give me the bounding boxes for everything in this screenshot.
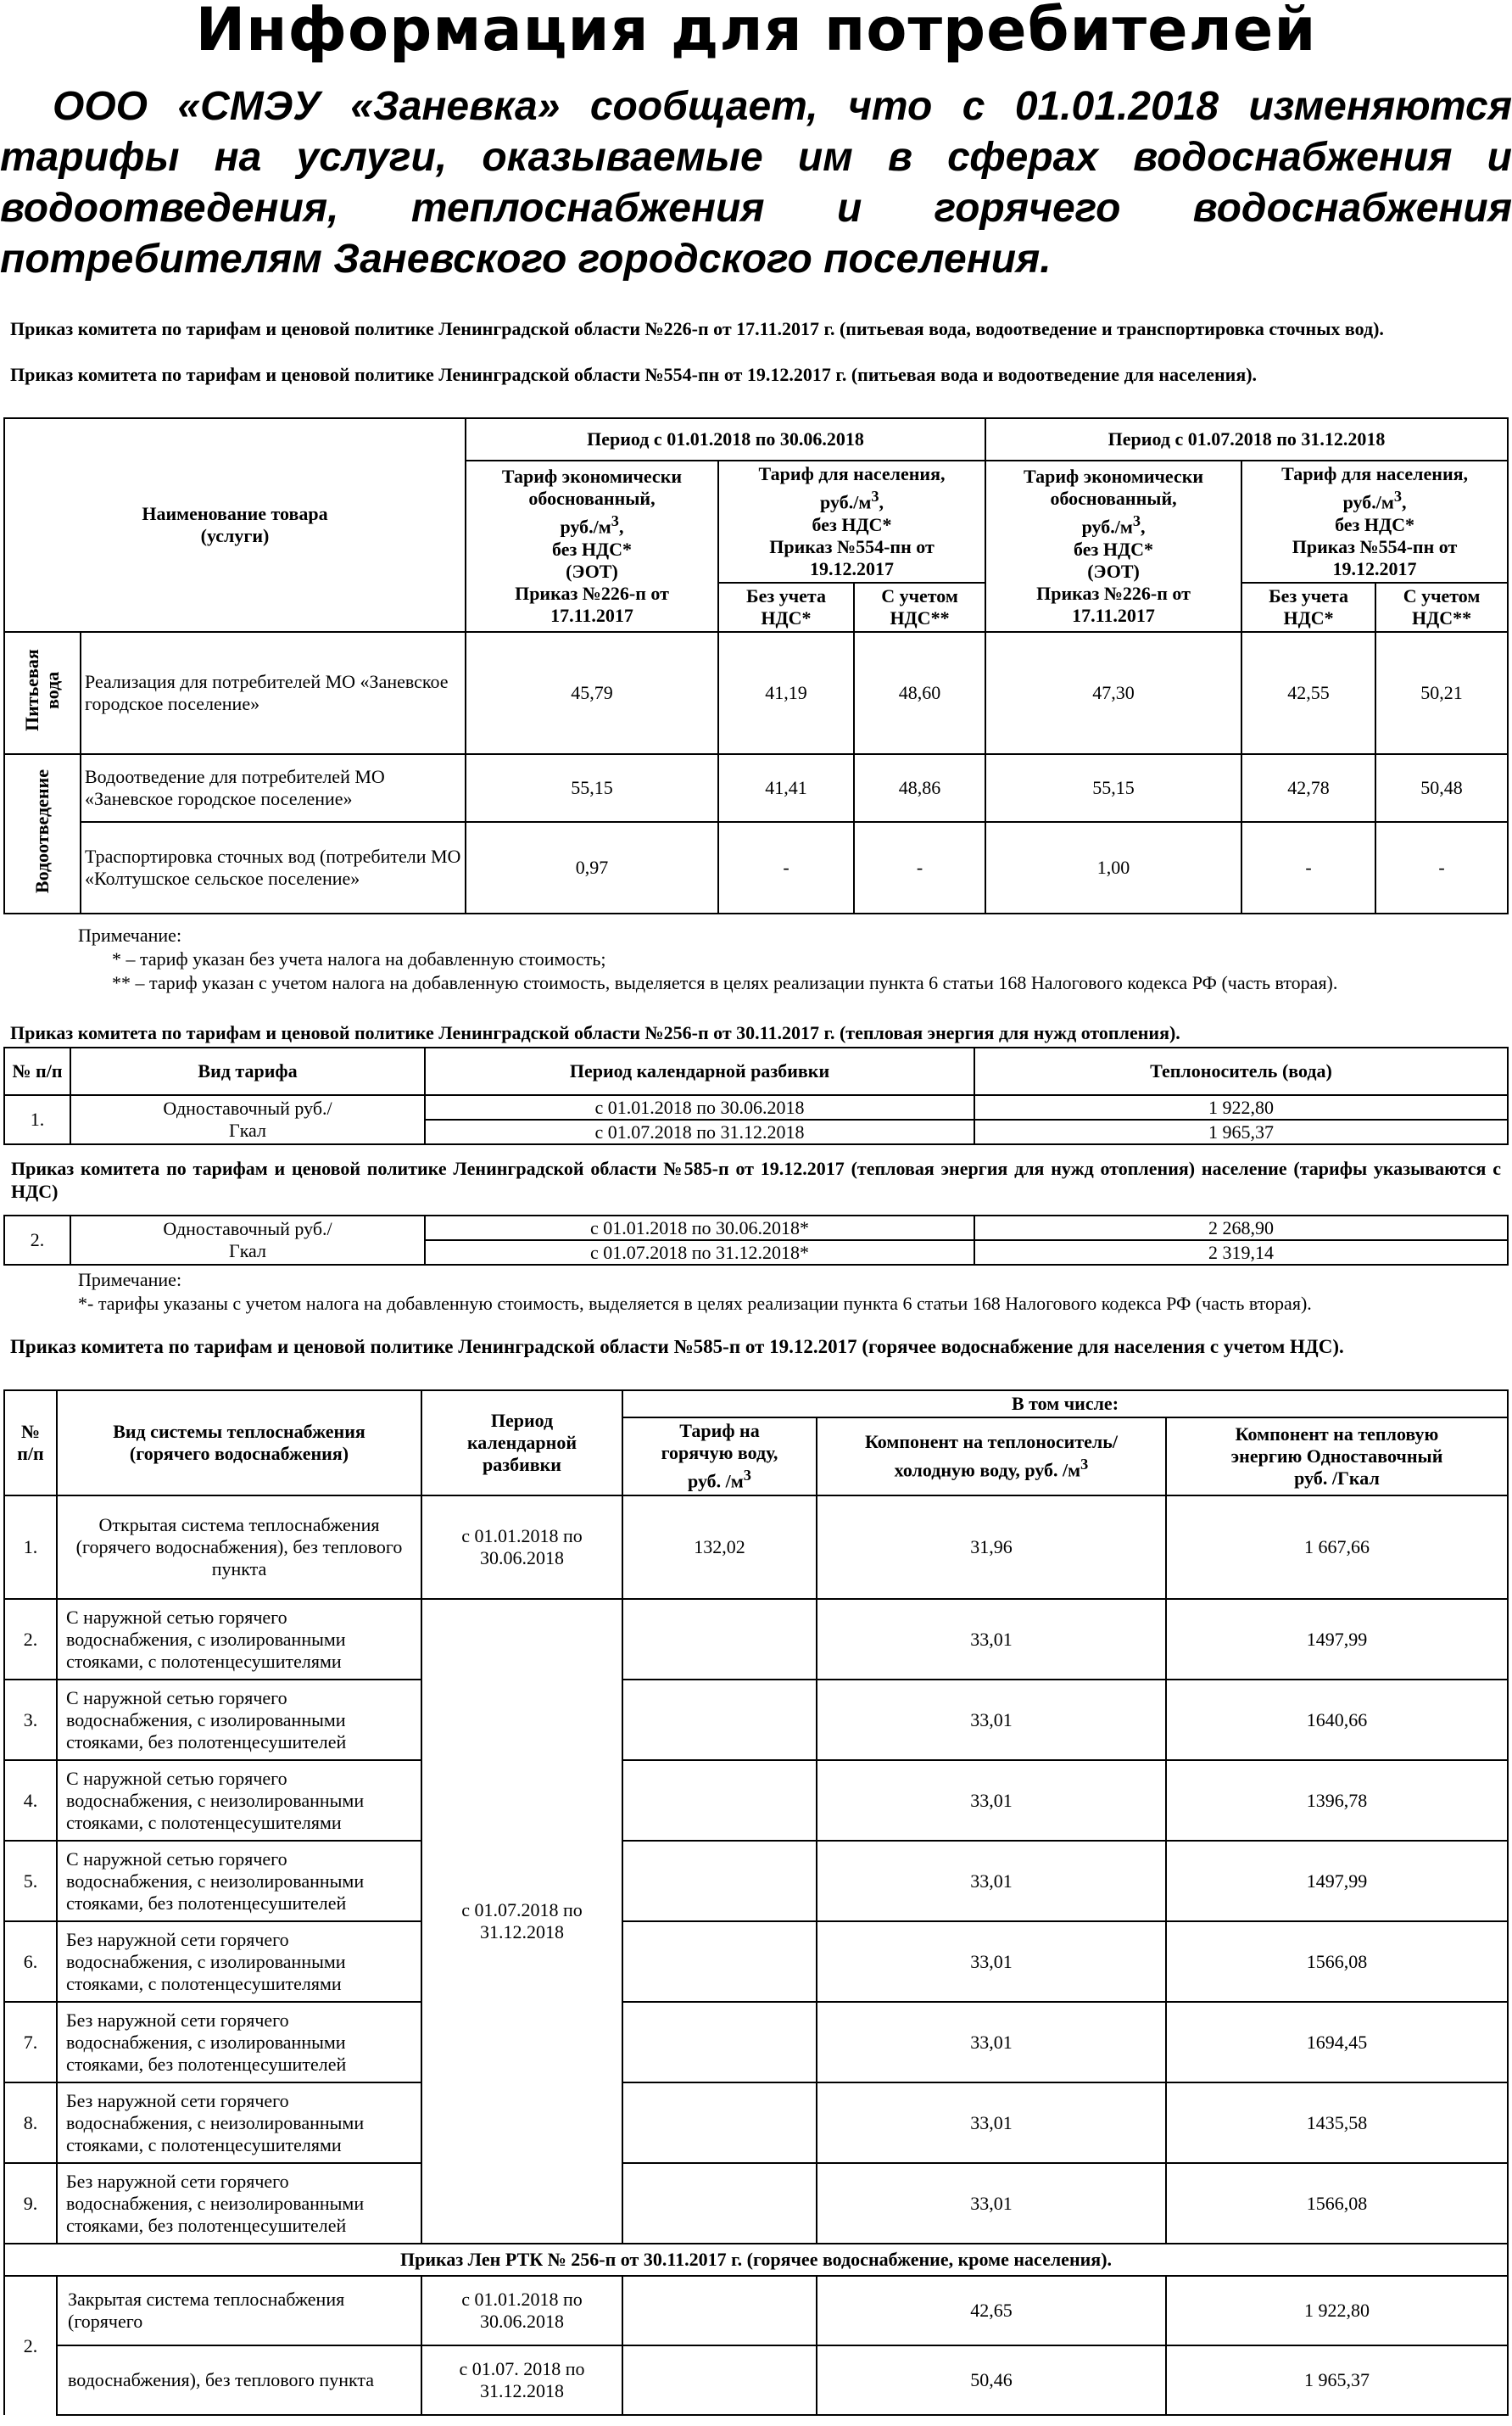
system-name: С наружной сетью горячего водоснабжения, с изолированными стояками, без полотенцесушителей — [57, 1680, 421, 1760]
system-name: Без наружной сети горячего водоснабжения, с неизолированными стояками, с полотенцесушителями — [57, 2082, 421, 2163]
tariff-cell — [622, 1599, 817, 1680]
service-name: Траспортировка сточных вод (потребители МО «Колтушское сельское поселение» — [81, 822, 466, 914]
period-cell: с 01.07.2018 по 31.12.2018* — [425, 1240, 974, 1265]
table-row — [4, 1095, 1508, 1120]
value-cell: 1396,78 — [1166, 1760, 1508, 1841]
heat-note-1: *- тарифы указаны с учетом налога на добавленную стоимость, выделяется в целях реализации пункта 6 статьи 168 Налогового кодекса РФ (часть вторая). — [78, 1293, 1312, 1314]
value-cell: 50,48 — [1375, 754, 1508, 822]
table-row — [4, 2345, 1508, 2415]
value-cell: 0,97 — [466, 822, 718, 914]
row-num: 2. — [4, 1216, 70, 1265]
row-num: 7. — [4, 2002, 57, 2082]
water-header-pop-2: Тариф для населения, $руб./м^3$, без НДС* Приказ №554-пн от 19.12.2017 — [1241, 461, 1508, 583]
value-cell: 33,01 — [817, 1760, 1166, 1841]
tariff-cell — [622, 2345, 817, 2415]
value-cell: 1566,08 — [1166, 2163, 1508, 2244]
hotwater-tariff-table — [3, 1389, 1509, 2416]
value-cell: 1497,99 — [1166, 1599, 1508, 1680]
group-label-wastewater: Водоотведение — [4, 754, 81, 914]
value-cell: 33,01 — [817, 1599, 1166, 1680]
water-header-pop-1: Тариф для населения, $руб./м^3$, без НДС* Приказ №554-пн от 19.12.2017 — [718, 461, 985, 583]
tariff-cell — [622, 1921, 817, 2002]
tariff-cell — [622, 1680, 817, 1760]
row-num: 4. — [4, 1760, 57, 1841]
value-cell: 33,01 — [817, 1680, 1166, 1760]
value-cell: 1435,58 — [1166, 2082, 1508, 2163]
table-row — [4, 754, 1508, 822]
water-note-1: * – тариф указан без учета налога на добавленную стоимость; — [112, 948, 606, 970]
water-order-2: Приказ комитета по тарифам и ценовой политике Ленинградской области №554-пн от 19.12.2017 г. (питьевая вода и водоотведение для населения). — [10, 364, 1258, 385]
value-cell: 1497,99 — [1166, 1841, 1508, 1921]
hw-header-system: Вид системы теплоснабжения (горячего водоснабжения) — [57, 1390, 421, 1495]
tariff-cell — [622, 2082, 817, 2163]
value-cell: 33,01 — [817, 1841, 1166, 1921]
heat-note-label: Примечание: — [78, 1269, 182, 1290]
water-header-with-vat-2: С учетом НДС** — [1375, 583, 1508, 632]
period-cell: с 01.07.2018 по 31.12.2018 — [425, 1120, 974, 1144]
row-num: 3. — [4, 1680, 57, 1760]
value-cell: 1 667,66 — [1166, 1495, 1508, 1599]
value-cell: 1566,08 — [1166, 1921, 1508, 2002]
system-name: С наружной сетью горячего водоснабжения, с изолированными стояками, с полотенцесушителями — [57, 1599, 421, 1680]
tariff-type: Одноставочный руб./ Гкал — [70, 1216, 425, 1265]
heat-order-1: Приказ комитета по тарифам и ценовой политике Ленинградской области №256-п от 30.11.2017 г. (тепловая энергия для нужд отопления). — [10, 1022, 1180, 1043]
system-name: Без наружной сети горячего водоснабжения, с изолированными стояками, без полотенцесушителей — [57, 2002, 421, 2082]
table-row — [4, 1921, 1508, 2002]
hw-header-including: В том числе: — [622, 1390, 1508, 1417]
water-header-eot-1: Тариф экономически обоснованный, $руб./м^3$, без НДС* (ЭОТ) Приказ №226-п от 17.11.2017 — [466, 461, 718, 632]
value-cell: 42,78 — [1241, 754, 1375, 822]
period-cell: с 01.01.2018 по 30.06.2018 — [425, 1095, 974, 1120]
system-name: Без наружной сети горячего водоснабжения, с неизолированными стояками, без полотенцесушителей — [57, 2163, 421, 2244]
value-cell: - — [1241, 822, 1375, 914]
value-cell: 1694,45 — [1166, 2002, 1508, 2082]
hotwater-order-2: Приказ Лен РТК № 256-п от 30.11.2017 г. (горячее водоснабжение, кроме населения). — [4, 2244, 1508, 2276]
table-row — [4, 1680, 1508, 1760]
value-cell: - — [718, 822, 854, 914]
page-title: Информация для потребителей — [195, 0, 1317, 64]
value-cell: 2 268,90 — [974, 1216, 1508, 1240]
water-tariff-table — [3, 417, 1509, 914]
water-header-with-vat-1: С учетом НДС** — [854, 583, 985, 632]
tariff-cell — [622, 1841, 817, 1921]
value-cell: 33,01 — [817, 2082, 1166, 2163]
row-num: 5. — [4, 1841, 57, 1921]
value-cell: 42,65 — [817, 2276, 1166, 2345]
water-header-eot-2: Тариф экономически обоснованный, $руб./м^3$, без НДС* (ЭОТ) Приказ №226-п от 17.11.2017 — [985, 461, 1241, 632]
value-cell: 1,00 — [985, 822, 1241, 914]
row-num: 9. — [4, 2163, 57, 2244]
table-row — [4, 2082, 1508, 2163]
table-row — [4, 2276, 1508, 2345]
value-cell: 1640,66 — [1166, 1680, 1508, 1760]
system-name: Закрытая система теплоснабжения (горячего — [57, 2276, 421, 2345]
system-name: Открытая система теплоснабжения (горячего водоснабжения), без теплового пункта — [57, 1495, 421, 1599]
value-cell: 31,96 — [817, 1495, 1166, 1599]
table-row — [4, 822, 1508, 914]
group-label-drinking-water: Питьевая вода — [4, 632, 81, 754]
heat-header-num: № п/п — [4, 1048, 70, 1095]
system-name: водоснабжения), без теплового пункта — [57, 2345, 421, 2415]
hw-header-period: Период календарной разбивки — [421, 1390, 622, 1495]
heat-header-type: Вид тарифа — [70, 1048, 425, 1095]
hw-header-num: № п/п — [4, 1390, 57, 1495]
value-cell: 42,55 — [1241, 632, 1375, 754]
period-cell: с 01.01.2018 по 30.06.2018* — [425, 1216, 974, 1240]
service-name: Реализация для потребителей МО «Заневское городское поселение» — [81, 632, 466, 754]
system-name: С наружной сетью горячего водоснабжения, с неизолированными стояками, без полотенцесушителей — [57, 1841, 421, 1921]
service-name: Водоотведение для потребителей МО «Заневское городское поселение» — [81, 754, 466, 822]
tariff-cell — [622, 2002, 817, 2082]
value-cell: 50,46 — [817, 2345, 1166, 2415]
table-row — [4, 632, 1508, 754]
value-cell: 1 965,37 — [1166, 2345, 1508, 2415]
water-header-name: Наименование товара (услуги) — [4, 418, 466, 632]
value-cell: 50,21 — [1375, 632, 1508, 754]
value-cell: 33,01 — [817, 1921, 1166, 2002]
table-row — [4, 2163, 1508, 2244]
table-row — [4, 2002, 1508, 2082]
hw-header-tariff: Тариф на горячую воду, руб. $/м^3$ — [622, 1417, 817, 1495]
tariff-cell — [622, 2276, 817, 2345]
water-header-no-vat-2: Без учета НДС* — [1241, 583, 1375, 632]
hotwater-order-1: Приказ комитета по тарифам и ценовой политике Ленинградской области №585-п от 19.12.2017 (горячее водоснабжение для населения с учетом НДС). — [10, 1336, 1344, 1357]
tariff-cell: 132,02 — [622, 1495, 817, 1599]
table-row — [4, 1760, 1508, 1841]
water-header-no-vat-1: Без учета НДС* — [718, 583, 854, 632]
table-row — [4, 1216, 1508, 1240]
value-cell: - — [854, 822, 985, 914]
value-cell: 55,15 — [985, 754, 1241, 822]
water-header-period-2: Период с 01.07.2018 по 31.12.2018 — [985, 418, 1508, 461]
announcement: ООО «СМЭУ «Заневка» сообщает, что с 01.01.2018 изменяются тарифы на услуги, оказываемые им в сферах водоснабжения и водоотведения, теплоснабжения и горячего водоснабжения потребителям Заневского городского поселения. — [0, 84, 1512, 282]
hw-header-component-2: Компонент на тепловую энергию Одноставочный руб. /Гкал — [1166, 1417, 1508, 1495]
row-num: 1. — [4, 1095, 70, 1144]
value-cell: 48,86 — [854, 754, 985, 822]
heat-header-period: Период календарной разбивки — [425, 1048, 974, 1095]
row-num: 1. — [4, 1495, 57, 1599]
period-cell: с 01.01.2018 по 30.06.2018 — [421, 1495, 622, 1599]
row-num: 6. — [4, 1921, 57, 2002]
value-cell: 41,41 — [718, 754, 854, 822]
system-name: Без наружной сети горячего водоснабжения, с изолированными стояками, с полотенцесушителями — [57, 1921, 421, 2002]
value-cell: 1 965,37 — [974, 1120, 1508, 1144]
period-cell: с 01.07. 2018 по 31.12.2018 — [421, 2345, 622, 2415]
row-num: 8. — [4, 2082, 57, 2163]
period-cell: с 01.07.2018 по 31.12.2018 — [421, 1599, 622, 2244]
water-order-1: Приказ комитета по тарифам и ценовой политике Ленинградской области №226-п от 17.11.2017 г. (питьевая вода, водоотведение и транспортировка сточных вод). — [10, 318, 1384, 339]
hw-header-component-1: Компонент на теплоноситель/ холодную воду, руб. $/м^3$ — [817, 1417, 1166, 1495]
heat-header-carrier: Теплоноситель (вода) — [974, 1048, 1508, 1095]
tariff-cell — [622, 2163, 817, 2244]
table-row — [4, 1841, 1508, 1921]
period-cell: с 01.01.2018 по 30.06.2018 — [421, 2276, 622, 2345]
value-cell: 2 319,14 — [974, 1240, 1508, 1265]
heat-order-2: Приказ комитета по тарифам и ценовой политике Ленинградской области №585-п от 19.12.2017 (тепловая энергия для нужд отопления) население (тарифы указываются с НДС) — [4, 1144, 1508, 1216]
heat-tariff-table — [3, 1047, 1509, 1266]
tariff-type: Одноставочный руб./ Гкал — [70, 1095, 425, 1144]
table-row — [4, 1599, 1508, 1680]
value-cell: 1 922,80 — [974, 1095, 1508, 1120]
value-cell: 48,60 — [854, 632, 985, 754]
value-cell: 45,79 — [466, 632, 718, 754]
value-cell: 33,01 — [817, 2163, 1166, 2244]
value-cell: 47,30 — [985, 632, 1241, 754]
tariff-cell — [622, 1760, 817, 1841]
water-header-period-1: Период с 01.01.2018 по 30.06.2018 — [466, 418, 985, 461]
value-cell: 55,15 — [466, 754, 718, 822]
value-cell: 1 922,80 — [1166, 2276, 1508, 2345]
value-cell: - — [1375, 822, 1508, 914]
row-num: 2. — [4, 1599, 57, 1680]
value-cell: 41,19 — [718, 632, 854, 754]
row-num: 2. — [4, 2276, 57, 2415]
value-cell: 33,01 — [817, 2002, 1166, 2082]
system-name: С наружной сетью горячего водоснабжения, с неизолированными стояками, с полотенцесушителями — [57, 1760, 421, 1841]
table-row — [4, 1495, 1508, 1599]
water-note-label: Примечание: — [78, 925, 182, 946]
water-note-2: ** – тариф указан с учетом налога на добавленную стоимость, выделяется в целях реализации пункта 6 статьи 168 Налогового кодекса РФ (часть вторая). — [112, 972, 1338, 993]
